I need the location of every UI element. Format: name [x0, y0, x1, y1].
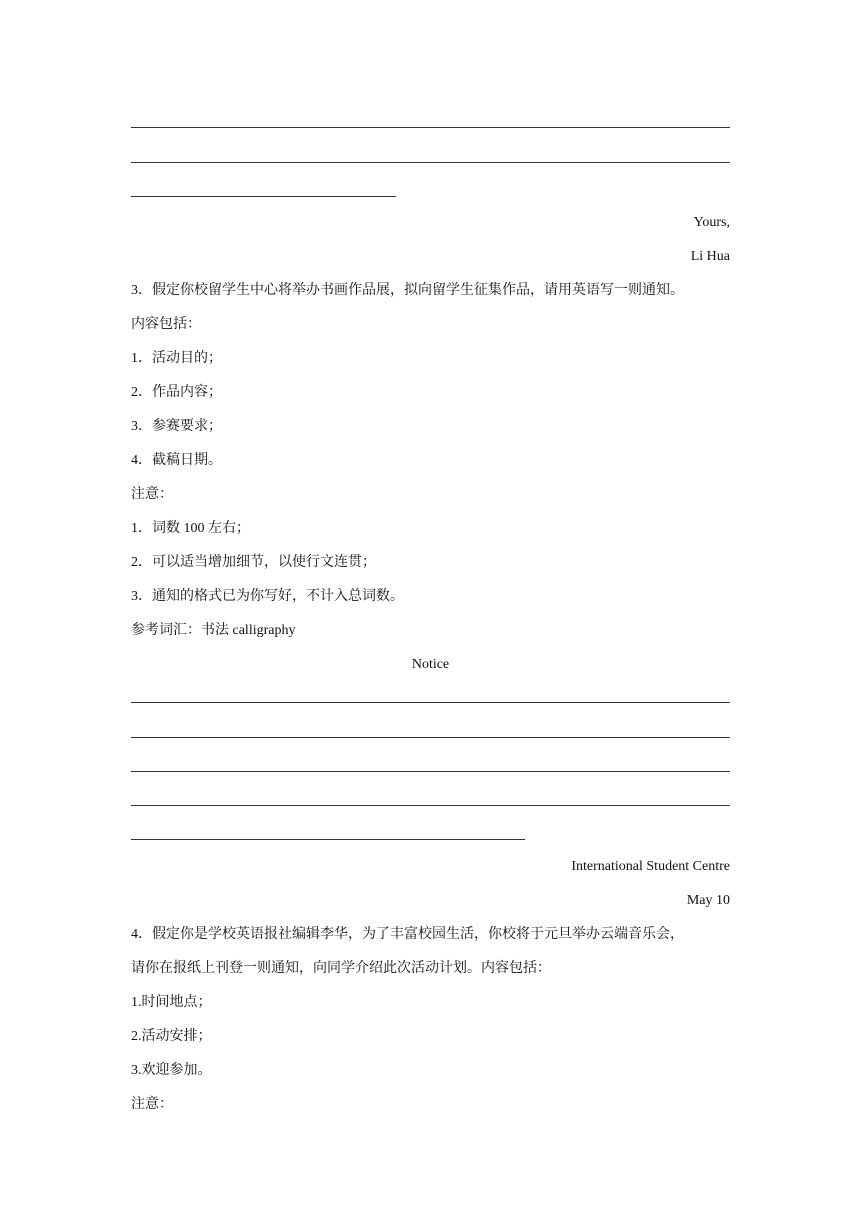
- q3-note: 1．词数 100 左右；: [131, 521, 250, 536]
- answer-line: [131, 196, 396, 197]
- q3-prompt: 3．假定你校留学生中心将举办书画作品展，拟向留学生征集作品，请用英语写一则通知。: [131, 283, 684, 298]
- q3-notes-heading: 注意：: [131, 487, 173, 502]
- q3-item: 3．参赛要求；: [131, 419, 222, 434]
- answer-line: [131, 737, 730, 738]
- notice-sign-date: May 10: [686, 893, 730, 908]
- answer-line: [131, 771, 730, 772]
- notice-title: Notice: [411, 657, 450, 672]
- q4-prompt-line2: 请你在报纸上刊登一则通知，向同学介绍此次活动计划。内容包括：: [131, 961, 551, 976]
- answer-line: [131, 702, 730, 703]
- q3-item: 1．活动目的；: [131, 351, 222, 366]
- letter-closing: Yours,: [693, 215, 730, 230]
- q3-vocab: 参考词汇：书法 calligraphy: [131, 623, 296, 638]
- q4-item: 3.欢迎参加。: [131, 1063, 212, 1078]
- q4-item: 2.活动安排；: [131, 1029, 212, 1044]
- answer-line: [131, 839, 525, 840]
- answer-line: [131, 805, 730, 806]
- q4-prompt-line1: 4．假定你是学校英语报社编辑李华，为了丰富校园生活，你校将于元旦举办云端音乐会，: [131, 927, 684, 942]
- q4-item: 1.时间地点；: [131, 995, 212, 1010]
- q3-item: 4．截稿日期。: [131, 453, 222, 468]
- letter-signature: Li Hua: [690, 249, 730, 264]
- notice-sign-org: International Student Centre: [571, 859, 730, 874]
- answer-line: [131, 162, 730, 163]
- answer-line: [131, 127, 730, 128]
- q4-notes-heading: 注意：: [131, 1097, 173, 1112]
- q3-note: 2．可以适当增加细节，以使行文连贯；: [131, 555, 376, 570]
- q3-note: 3．通知的格式已为你写好，不计入总词数。: [131, 589, 404, 604]
- q3-item: 2．作品内容；: [131, 385, 222, 400]
- q3-content-heading: 内容包括：: [131, 317, 201, 332]
